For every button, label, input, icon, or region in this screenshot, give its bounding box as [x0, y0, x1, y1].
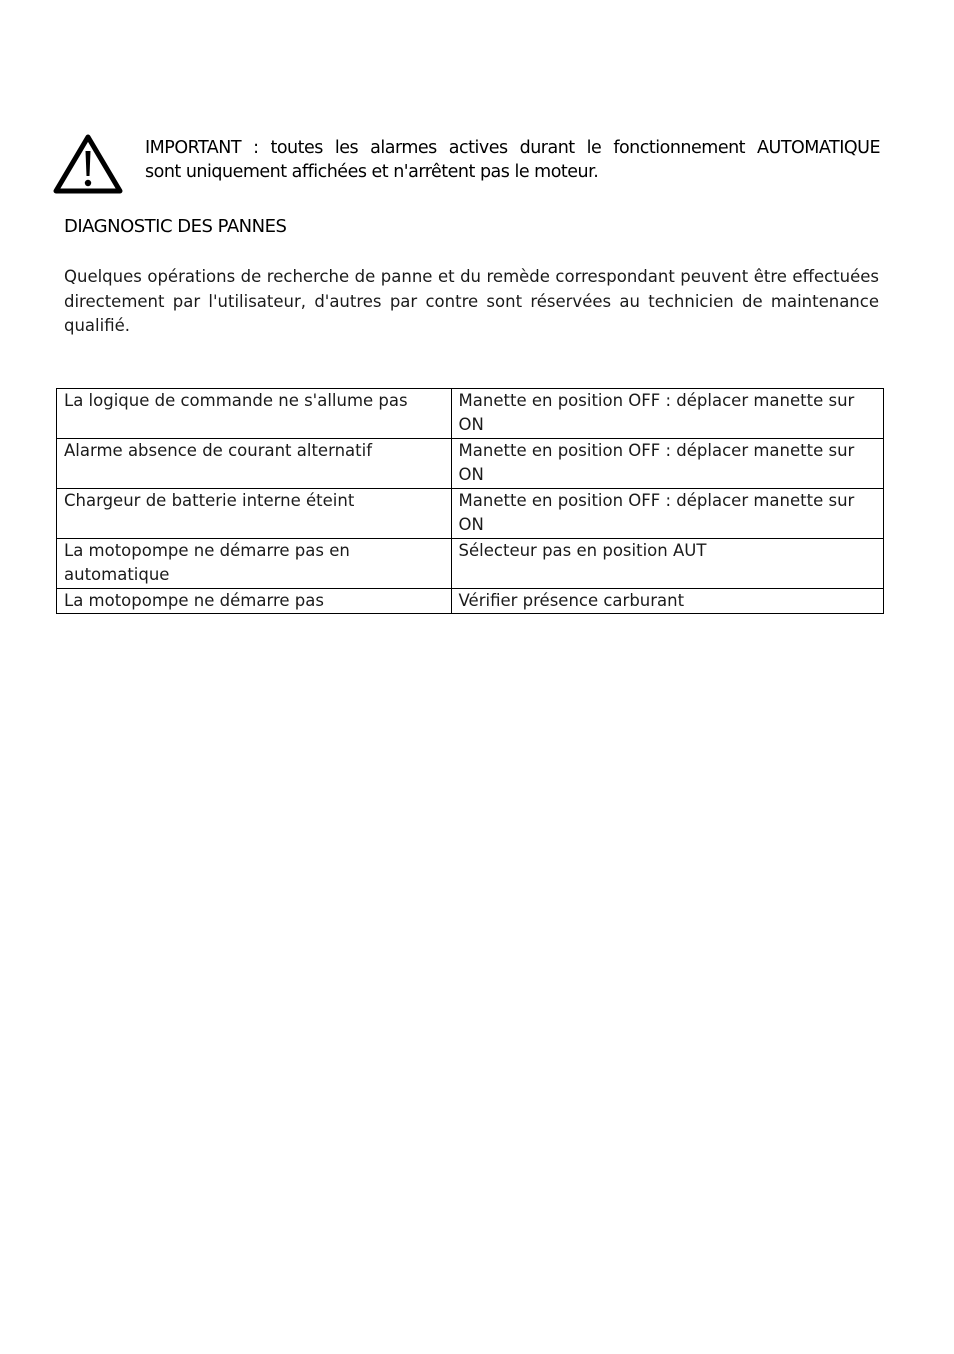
warning-line-2: sont uniquement affichées et n'arrêtent pas le moteur. [145, 162, 599, 182]
fault-cell: Chargeur de batterie interne éteint [57, 489, 452, 539]
remedy-cell: Manette en position OFF : déplacer manette sur ON [451, 389, 883, 439]
warning-block [52, 132, 880, 196]
remedy-cell: Manette en position OFF : déplacer manette sur ON [451, 489, 883, 539]
warning-triangle-icon [52, 132, 124, 196]
fault-cell: La motopompe ne démarre pas [57, 589, 452, 614]
fault-cell: La motopompe ne démarre pas en automatique [57, 539, 452, 589]
table-row [57, 539, 884, 589]
diagnostic-table [56, 388, 884, 614]
table-row [57, 389, 884, 439]
table-row [57, 589, 884, 614]
fault-cell: La logique de commande ne s'allume pas [57, 389, 452, 439]
remedy-cell: Sélecteur pas en position AUT [451, 539, 883, 589]
remedy-cell: Vérifier présence carburant [451, 589, 883, 614]
warning-line-1: IMPORTANT : toutes les alarmes actives durant le fonctionnement AUTOMATIQUE [145, 138, 880, 158]
table-row [57, 439, 884, 489]
table-row [57, 489, 884, 539]
intro-paragraph: Quelques opérations de recherche de panne et du remède correspondant peuvent être effectuées directement par l'utilisateur, d'autres par contre sont réservées au technicien de maintenance qualifié. [64, 267, 879, 335]
fault-cell: Alarme absence de courant alternatif [57, 439, 452, 489]
remedy-cell: Manette en position OFF : déplacer manette sur ON [451, 439, 883, 489]
warning-message [145, 136, 880, 184]
section-title: DIAGNOSTIC DES PANNES [64, 216, 287, 237]
